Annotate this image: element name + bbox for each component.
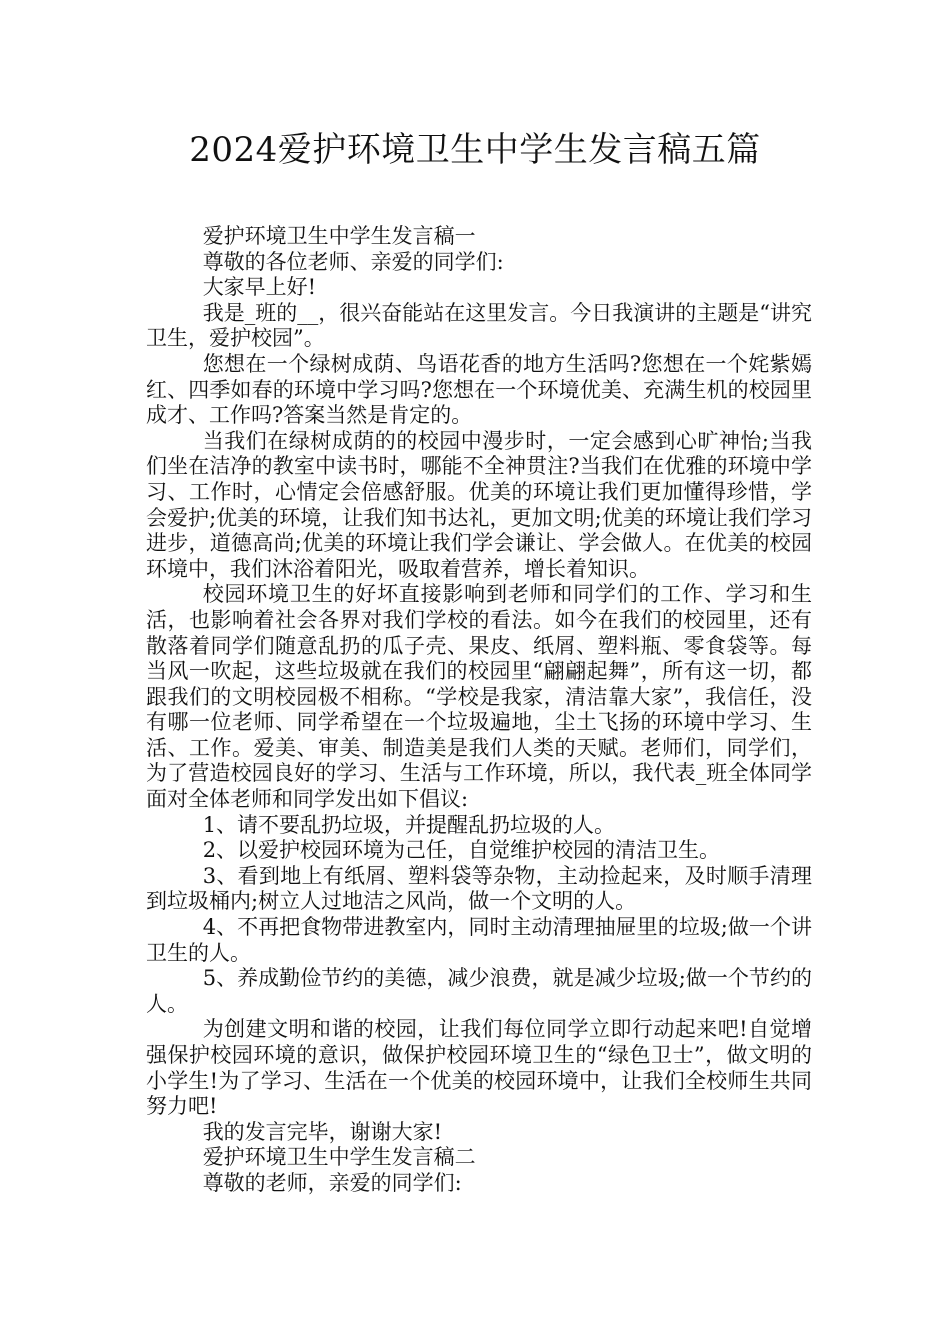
proposal-item: 2、以爱护校园环境为己任，自觉维护校园的清洁卫生。: [202, 838, 721, 863]
document-body: [146, 224, 812, 1197]
body-paragraph: 为创建文明和谐的校园，让我们每位同学立即行动起来吧!自觉增强保护校园环境的意识，做保护校园环境卫生的“绿色卫士”，做文明的小学生!为了学习、生活在一个优美的校园环境中，让我们全校师生共同努力吧!: [146, 1017, 812, 1119]
proposal-item: 3、看到地上有纸屑、塑料袋等杂物，主动捡起来，及时顺手清理到垃圾桶内;树立人过地洁之风尚，做一个文明的人。: [146, 863, 812, 914]
section-heading: 爱护环境卫生中学生发言稿二: [202, 1145, 476, 1170]
greeting: 大家早上好!: [202, 275, 317, 300]
proposal-item: 1、请不要乱扔垃圾，并提醒乱扔垃圾的人。: [202, 812, 616, 837]
body-paragraph: 当我们在绿树成荫的的校园中漫步时，一定会感到心旷神怡;当我们坐在洁净的教室中读书时，哪能不全神贯注?当我们在优雅的环境中学习、工作时，心情定会倍感舒服。优美的环境让我们更加懂得珍惜，学会爱护;优美的环境，让我们知书达礼，更加文明;优美的环境让我们学习进步，道德高尚;优美的环境让我们学会谦让、学会做人。在优美的校园环境中，我们沐浴着阳光，吸取着营养，增长着知识。: [146, 428, 812, 581]
salutation: 尊敬的各位老师、亲爱的同学们:: [202, 249, 504, 274]
body-paragraph: 我是_班的__，很兴奋能站在这里发言。今日我演讲的主题是“讲究卫生，爱护校园”。: [146, 300, 812, 351]
body-paragraph: 您想在一个绿树成荫、鸟语花香的地方生活吗?您想在一个姹紫嫣红、四季如春的环境中学习吗?您想在一个环境优美、充满生机的校园里成才、工作吗?答案当然是肯定的。: [146, 351, 812, 428]
proposal-item: 4、不再把食物带进教室内，同时主动清理抽屉里的垃圾;做一个讲卫生的人。: [146, 915, 812, 965]
closing-line: 我的发言完毕，谢谢大家!: [202, 1119, 443, 1144]
document-title: 2024爱护环境卫生中学生发言稿五篇: [189, 130, 761, 170]
salutation: 尊敬的老师，亲爱的同学们:: [202, 1170, 462, 1195]
body-paragraph: 校园环境卫生的好坏直接影响到老师和同学们的工作、学习和生活，也影响着社会各界对我们学校的看法。如今在我们的校园里，还有散落着同学们随意乱扔的瓜子壳、果皮、纸屑、塑料瓶、零食袋等。每当风一吹起，这些垃圾就在我们的校园里“翩翩起舞”，所有这一切，都跟我们的文明校园极不相称。“学校是我家，清洁靠大家”，我信任，没有哪一位老师、同学希望在一个垃圾遍地，尘土飞扬的环境中学习、生活、工作。爱美、审美、制造美是我们人类的天赋。老师们，同学们，为了营造校园良好的学习、生活与工作环境，所以，我代表_班全体同学面对全体老师和同学发出如下倡议:: [146, 582, 812, 812]
section-heading: 爱护环境卫生中学生发言稿一: [202, 224, 476, 248]
proposal-item: 5、养成勤俭节约的美德，减少浪费，就是减少垃圾;做一个节约的人。: [146, 966, 812, 1016]
